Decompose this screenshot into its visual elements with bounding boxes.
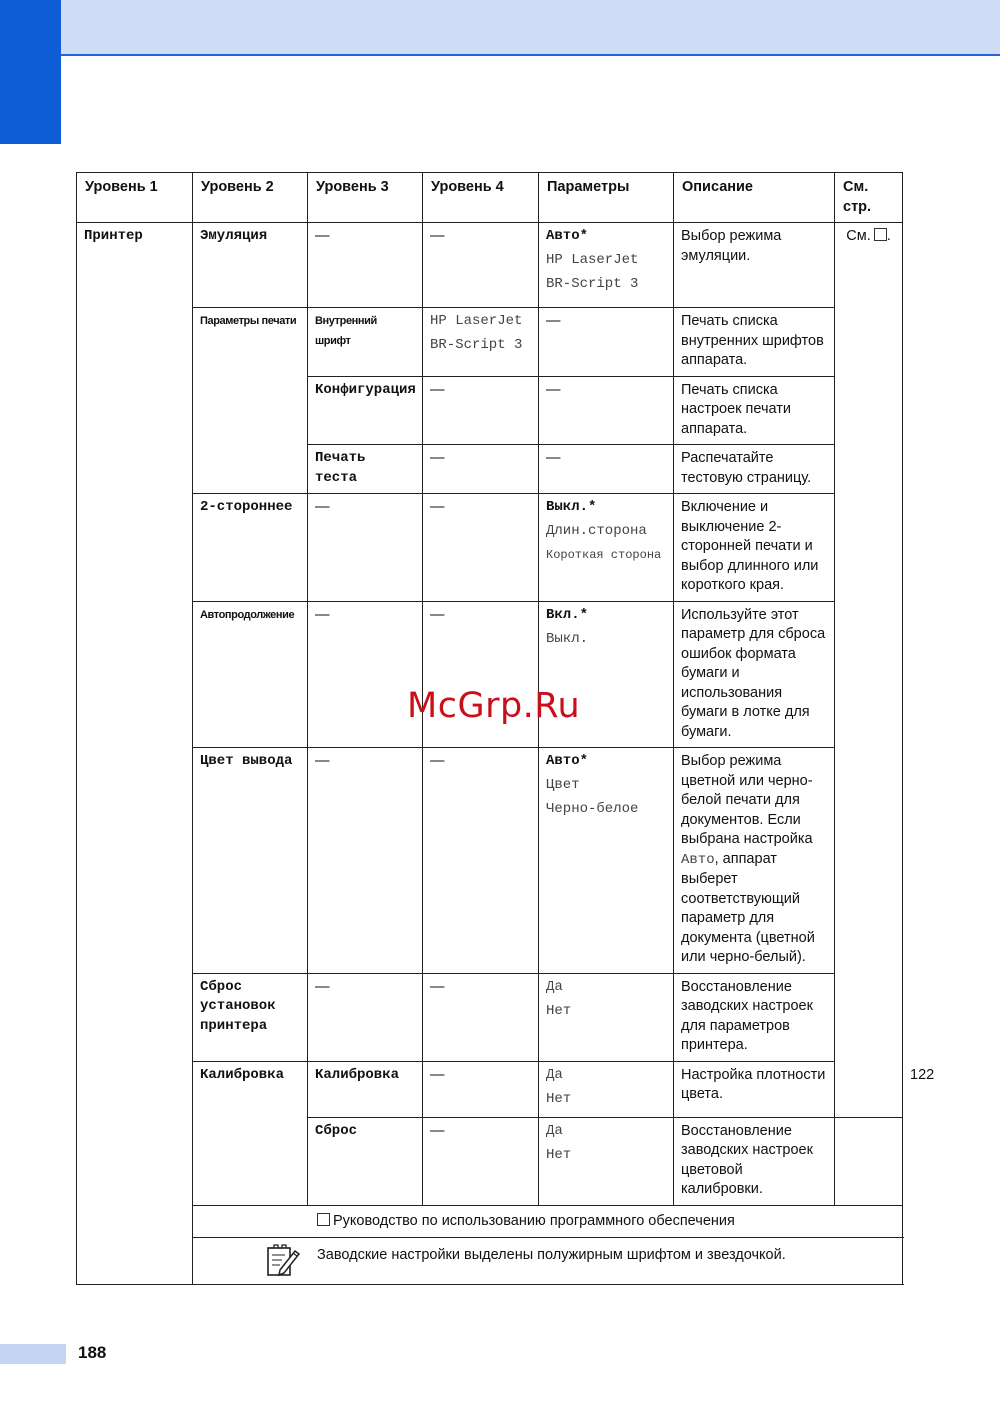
header-level1: Уровень 1 [77, 173, 193, 223]
params-cell [539, 1117, 674, 1205]
level4-cell [423, 308, 539, 377]
dash: — [430, 1066, 445, 1083]
level4-cell [423, 1061, 539, 1117]
table-row [77, 748, 903, 974]
level3-test-print: Печать теста [308, 445, 423, 494]
description-cell: Используйте этот параметр для сброса ошибок формата бумаги и использования бумаги в лотке для бумаги. [674, 601, 835, 748]
option: Нет [546, 1002, 572, 1019]
table-row [77, 223, 903, 308]
see-page-cell: См. . [835, 223, 903, 1118]
option: BR-Script 3 [430, 337, 523, 353]
params-cell [539, 308, 674, 377]
option: Да [546, 1066, 563, 1083]
header-see-page: См. стр. [835, 173, 903, 223]
software-guide-text: Руководство по использованию программного обеспечения [333, 1212, 735, 1229]
note-pencil-icon [265, 1244, 301, 1278]
table-row [77, 308, 903, 377]
header-description: Описание [674, 173, 835, 223]
description-text: Выбор режима цветной или черно-белой печати для документов. Если выбрана настройка [681, 753, 813, 847]
level3-cell [308, 601, 423, 748]
params-cell [539, 973, 674, 1061]
level2-duplex: 2-стороннее [193, 494, 308, 602]
level3-cell [308, 223, 423, 308]
factory-default-note [193, 1238, 903, 1285]
level2-calibration: Калибровка [193, 1061, 308, 1205]
option-default: Вкл.* [546, 606, 589, 623]
params-cell [539, 376, 674, 445]
level3-cell [308, 494, 423, 602]
chapter-tab [0, 0, 61, 144]
level3-reset: Сброс [308, 1117, 423, 1205]
header-level3: Уровень 3 [308, 173, 423, 223]
description-cell [674, 748, 835, 974]
level3-cell [308, 973, 423, 1061]
software-guide-icon [874, 228, 887, 241]
option: Выкл. [546, 630, 589, 647]
factory-default-text: Заводские настройки выделены полужирным шрифтом и звездочкой. [317, 1247, 786, 1263]
dash: — [546, 313, 561, 329]
params-cell [539, 1061, 674, 1117]
settings-table [76, 172, 935, 1285]
level2-reset-printer: Сброс установок принтера [193, 973, 308, 1061]
dash: — [430, 753, 445, 769]
description-text: , аппарат выберет соответствующий параметр для документа (цветной или черно-белый). [681, 850, 815, 965]
watermark: McGrp.Ru [407, 686, 581, 726]
dash: — [430, 381, 445, 398]
table-row [77, 973, 903, 1061]
dash: — [430, 450, 445, 466]
description-cell: Настройка плотности цвета. [674, 1061, 835, 1117]
option-default: Авто* [546, 228, 589, 244]
level2-output-color: Цвет вывода [193, 748, 308, 974]
option: Нет [546, 1090, 572, 1107]
option: BR-Script 3 [546, 276, 639, 292]
level3-configuration: Конфигурация [308, 376, 423, 445]
dash: — [315, 978, 330, 995]
dash: — [430, 499, 445, 515]
dash: — [430, 978, 445, 995]
level3-internal-font: Внутренний шрифт [308, 308, 423, 377]
description-cell: Печать списка внутренних шрифтов аппарата. [674, 308, 835, 377]
params-cell [539, 748, 674, 974]
table-header-row [77, 173, 903, 223]
params-cell [539, 494, 674, 602]
option-default: Выкл.* [546, 499, 597, 515]
level4-cell [423, 1117, 539, 1205]
level3-cell [308, 748, 423, 974]
level2-auto-continue: Автопродолжение [193, 601, 308, 748]
dash: — [430, 1122, 445, 1139]
table-row [77, 494, 903, 602]
software-guide-icon [317, 1213, 330, 1226]
header-band [0, 0, 1000, 56]
footer-row-software-guide [77, 1205, 903, 1238]
option: HP LaserJet [546, 252, 639, 268]
option: Черно-белое [546, 801, 639, 817]
description-mono: Авто [681, 851, 715, 868]
option: Да [546, 1122, 563, 1139]
header-level4: Уровень 4 [423, 173, 539, 223]
level2-emulation: Эмуляция [193, 223, 308, 308]
software-guide-note [193, 1205, 903, 1238]
option-default: Авто* [546, 753, 589, 769]
option: Длин.сторона [546, 523, 647, 539]
header-params: Параметры [539, 173, 674, 223]
level1-printer: Принтер [77, 223, 193, 1285]
option: Да [546, 978, 563, 995]
level3-calibrate: Калибровка [308, 1061, 423, 1117]
dash: — [315, 606, 330, 623]
params-cell [539, 445, 674, 494]
level2-print-options: Параметры печати [193, 308, 308, 494]
page-number: 188 [78, 1343, 107, 1362]
dash: — [430, 606, 445, 623]
description-cell: Печать списка настроек печати аппарата. [674, 376, 835, 445]
option: Цвет [546, 777, 580, 793]
footer-row-note [77, 1238, 903, 1285]
option: HP LaserJet [430, 313, 523, 329]
description-cell: Выбор режима эмуляции. [674, 223, 835, 308]
params-cell [539, 223, 674, 308]
description-cell: Распечатайте тестовую страницу. [674, 445, 835, 494]
level4-cell [423, 973, 539, 1061]
description-cell: Восстановление заводских настроек для параметров принтера. [674, 973, 835, 1061]
description-cell: Включение и выключение 2-сторонней печати и выбор длинного или короткого края. [674, 494, 835, 602]
description-cell: Восстановление заводских настроек цветовой калибровки. [674, 1117, 835, 1205]
dash: — [546, 450, 561, 466]
dash: — [430, 228, 445, 244]
option: Короткая сторона [546, 548, 662, 562]
dash: — [315, 228, 330, 244]
level4-cell [423, 748, 539, 974]
table-row: Калибровка Калибровка — Да Нет Настройка плотности цвета. 122 [77, 1061, 903, 1117]
footer-band [0, 1344, 66, 1364]
option: Нет [546, 1146, 572, 1163]
dash: — [315, 753, 330, 769]
level4-cell [423, 494, 539, 602]
see-ref-text: См. [846, 228, 871, 244]
level4-cell [423, 376, 539, 445]
level4-cell [423, 223, 539, 308]
header-level2: Уровень 2 [193, 173, 308, 223]
level4-cell [423, 445, 539, 494]
dash: — [315, 499, 330, 515]
dash: — [546, 381, 561, 398]
